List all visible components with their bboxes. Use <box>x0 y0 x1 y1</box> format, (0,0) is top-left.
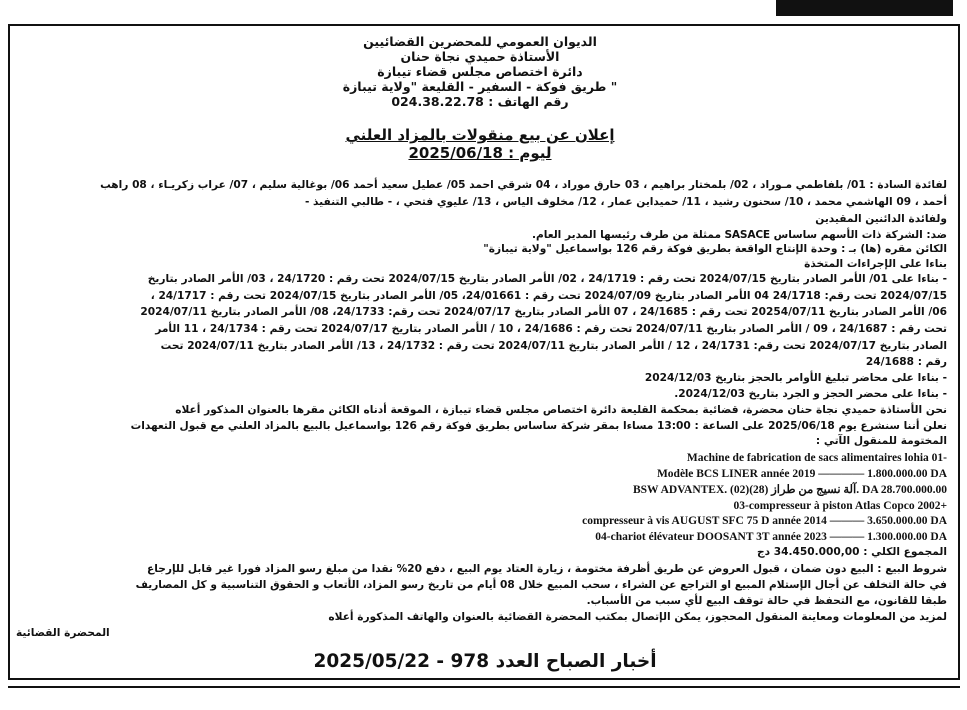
body-line: نحن الأستاذة حميدي نجاة حنان محضرة، قضائية بمحكمة القليعة دائرة اختصاص مجلس قضاء تيبازة ، الموقعة أدناه الكائن مقرها بالعنوان المذكور أعلاه <box>175 404 947 416</box>
item-line: 03-compresseur à piston Atlas Copco 2002+ <box>733 500 947 512</box>
condition-line: في حالة التخلف عن أجال الإستلام المبيع او التراجع عن الشراء ، سحب المبيع خلال 08 أيام من تاريخ رسو المزاد، الأتعاب و الحقوق التناسبية و كل المصاريف <box>135 579 947 591</box>
body-line: 2024/07/15 تحت رقم: 24/1718 04 الأمر الصادر بتاريخ 2024/07/09 تحت رقم : 24/01661، 05/ الأمر الصادر بتاريخ 2024/07/15 تحت رقم : 24/1717 ، <box>150 290 947 302</box>
condition-line: لمزيد من المعلومات ومعاينة المنقول المحجوز، يمكن الإتصال بمكتب المحضرة القضائية بالعنوان والهاتف المذكورة أعلاه <box>328 611 947 623</box>
header-address: طريق فوكة - السفير - القليعة "ولاية تيبازة " <box>342 79 618 94</box>
condition-line: طبقا للقانون، مع التحفظ في حالة توقف البيع لأي سبب من الأسباب. <box>586 595 947 607</box>
body-line: بناءا على الإجراءات المتخذة <box>804 258 947 270</box>
header-jurisdiction: دائرة اختصاص مجلس قضاء تيبازة <box>377 64 583 79</box>
body-line: الصادر بتاريخ 2024/07/17 تحت رقم: 24/1731 ، 12 / الأمر الصادر بتاريخ 2024/07/11 تحت رقم : 24/1732 ، 13/ الأمر الصادر بتاريخ 2024/07/11 تحت <box>160 340 947 352</box>
body-line: ضد: الشركة ذات الأسهم ساساس SASACE ممثلة من طرف رئيسها المدير العام. <box>531 229 947 241</box>
body-line: أحمد ، 09 الهاشمي محمد ، 10/ سحنون رشيد ، 11/ حميداين عمار ، 12/ مخلوف الياس ، 13/ عليوي فتحي ، - طالبي التنفيذ - <box>304 196 947 208</box>
item-line: BSW ADVANTEX. آلة نسيج من طراز (28)(02). DA 28.700.000.00 <box>632 484 947 496</box>
condition-line: شروط البيع : البيع دون ضمان ، قبول العروض عن طريق أظرفة مختومة ، زيارة العتاد يوم البيع ، دفع 20% نقدا من مبلغ رسو المزاد فورا غير قابل للإرجاع <box>147 563 947 575</box>
body-line: المختومة للمنقول الآتي : <box>815 435 947 447</box>
bottom-rule <box>8 686 960 688</box>
body-line: لفائدة السادة : 01/ بلفاطمي مـوراد ، 02/ بلمختار براهيم ، 03 حارق موراد ، 04 شرقي احمد 05/ عطيل سعيد أحمد 06/ بوغالية سليم ، 07/ عراب زكريـاء ، 08 راهب <box>100 179 947 191</box>
header-office: الديوان العمومي للمحضرين القضائيين <box>363 34 597 49</box>
top-black-tab <box>776 0 953 16</box>
item-line: Machine de fabrication de sacs alimentaires lohia 01- <box>686 452 947 464</box>
header-phone: رقم الهاتف : 024.38.22.78 <box>391 94 569 109</box>
signature: المحضرة القضائية <box>16 627 110 639</box>
total-line: المجموع الكلي : 34.450.000,00 دج <box>756 546 947 558</box>
item-line: Modèle BCS LINER année 2019 ———— 1.800.000.00 DA <box>656 468 947 480</box>
announcement-title: إعلان عن بيع منقولات بالمزاد العلني <box>345 126 615 144</box>
announcement-date: ليوم : 2025/06/18 <box>408 144 552 162</box>
body-line: رقم : 24/1688 <box>865 356 947 368</box>
body-line: - بناءا على محضر الحجز و الجرد بتاريخ 2024/12/03. <box>674 388 947 400</box>
body-line: نعلن أننا سنشرع يوم 2025/06/18 على الساعة : 13:00 مساءا بمقر شركة ساساس بطريق فوكة رقم 126 بواسماعيل بالبيع بالمزاد العلني مع قبول التعهدات <box>130 420 947 432</box>
item-line: 04-chariot élévateur DOOSANT 3T année 2023 ——— 1.300.000.00 DA <box>595 531 947 543</box>
body-line: - بناءا على 01/ الأمر الصادر بتاريخ 2024/07/15 تحت رقم : 24/1719 ، 02/ الأمر الصادر بتاريخ 2024/07/15 تحت رقم : 24/1720 ، 03/ الأمر الصادر بتاريخ <box>147 273 947 285</box>
body-line: تحت رقم : 24/1687 ، 09 / الأمر الصادر بتاريخ 2024/07/11 تحت رقم : 24/1686 ، 10 / الأمر الصادر بتاريخ 2024/07/17 تحت رقم : 24/1734 ، 11 الأمر <box>155 323 947 335</box>
body-line: - بناءا على محاضر تبليغ الأوامر بالحجز بتاريخ 2024/12/03 <box>644 372 947 384</box>
body-line: 06/ الأمر الصادر بتاريخ 20254/07/11 تحت رقم : 24/1685 ، 07 الأمر الصادر بتاريخ 2024/07/17 تحت رقم: 24/1733، 08/ الأمر الصادر بتاريخ 2024/07/11 <box>140 306 947 318</box>
item-line: compresseur à vis AUGUST SFC 75 D année 2014 ——— 3.650.000.00 DA <box>582 515 947 527</box>
header-bailiff-name: الأستاذة حميدي نجاة حنان <box>400 49 560 64</box>
body-line: الكائن مقره (ها) بـ : وحدة الإنتاج الواقعة بطريق فوكة رقم 126 بواسماعيل "ولاية تيبازة" <box>483 243 947 255</box>
newspaper-footer: أخبار الصباح العدد 978 - 2025/05/22 <box>313 651 657 672</box>
body-line: ولفائدة الدائنين المقيدين <box>815 213 947 225</box>
